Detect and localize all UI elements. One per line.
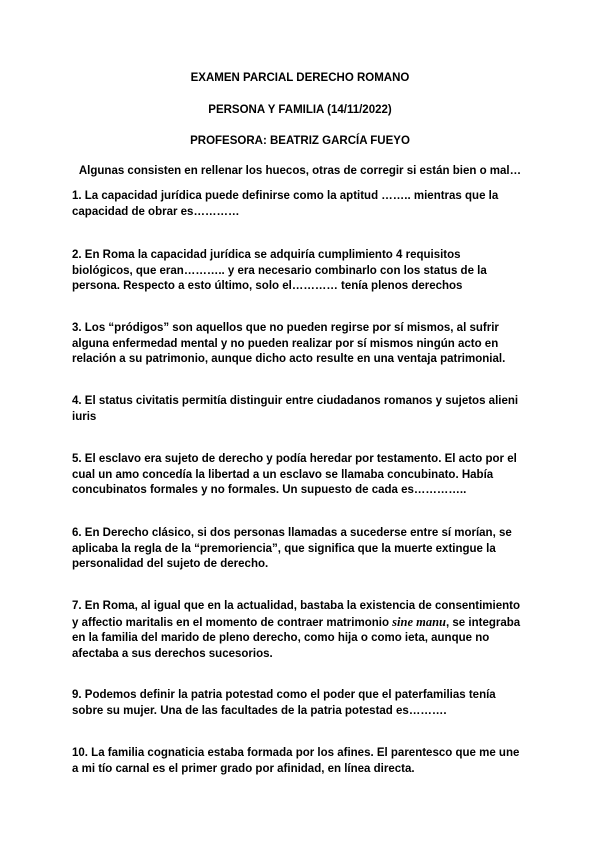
question-7-text-end: , se integraba en la familia del marido de pleno derecho, como hija o como ieta, aunque no afectaba a sus derechos sucesorios.	[72, 616, 521, 660]
question-3: 3. Los “pródigos” son aquellos que no pueden regirse por sí mismos, al sufrir alguna enfermedad mental y no pueden realizar por sí mismos ningún acto en relación a su patrimonio, aunque dicho acto resulte en una ventaja patrimonial.	[72, 322, 506, 365]
question-7	[72, 599, 524, 662]
question-6: 6. En Derecho clásico, si dos personas llamadas a sucederse entre sí morían, se aplicaba la regla de la “premoriencia”, que significa que la muerte extingue la personalidad del sujeto de derecho.	[72, 527, 512, 570]
question-5: 5. El esclavo era sujeto de derecho y podía heredar por testamento. El acto por el cual un amo concedía la libertad a un esclavo se llamaba concubinato. Había concubinatos formales y no formales. Un supuesto de cada es…………..	[72, 453, 517, 496]
question-10: 10. La familia cognaticia estaba formada por los afines. El parentesco que me une a mi tío carnal es el primer grado por afinidad, en línea directa.	[72, 747, 520, 775]
question-7-text-start: 7. En Roma, al igual que en la actualidad, bastaba la existencia de consentimiento y affectio maritalis en el momento de contraer matrimonio	[72, 600, 520, 629]
exam-subtitle: PERSONA Y FAMILIA (14/11/2022)	[208, 104, 392, 116]
exam-teacher: PROFESORA: BEATRIZ GARCÍA FUEYO	[190, 135, 410, 147]
question-9: 9. Podemos definir la patria potestad como el poder que el paterfamilias tenía sobre su mujer. Una de las facultades de la patria potestad es……….	[72, 689, 496, 717]
exam-instructions: Algunas consisten en rellenar los huecos, otras de corregir si están bien o mal…	[78, 165, 522, 177]
question-4: 4. El status civitatis permitía distinguir entre ciudadanos romanos y sujetos alieni iuris	[72, 395, 519, 423]
question-2: 2. En Roma la capacidad jurídica se adquiría cumplimiento 4 requisitos biológicos, que eran……….. y era necesario combinarlo con los status de la persona. Respecto a esto último, solo el………… tenía plenos derechos	[72, 249, 487, 292]
question-1: 1. La capacidad jurídica puede definirse como la aptitud …….. mientras que la capacidad de obrar es…………	[72, 190, 499, 218]
exam-title: EXAMEN PARCIAL DERECHO ROMANO	[190, 72, 410, 84]
question-7-emphasis: sine manu	[392, 614, 447, 629]
